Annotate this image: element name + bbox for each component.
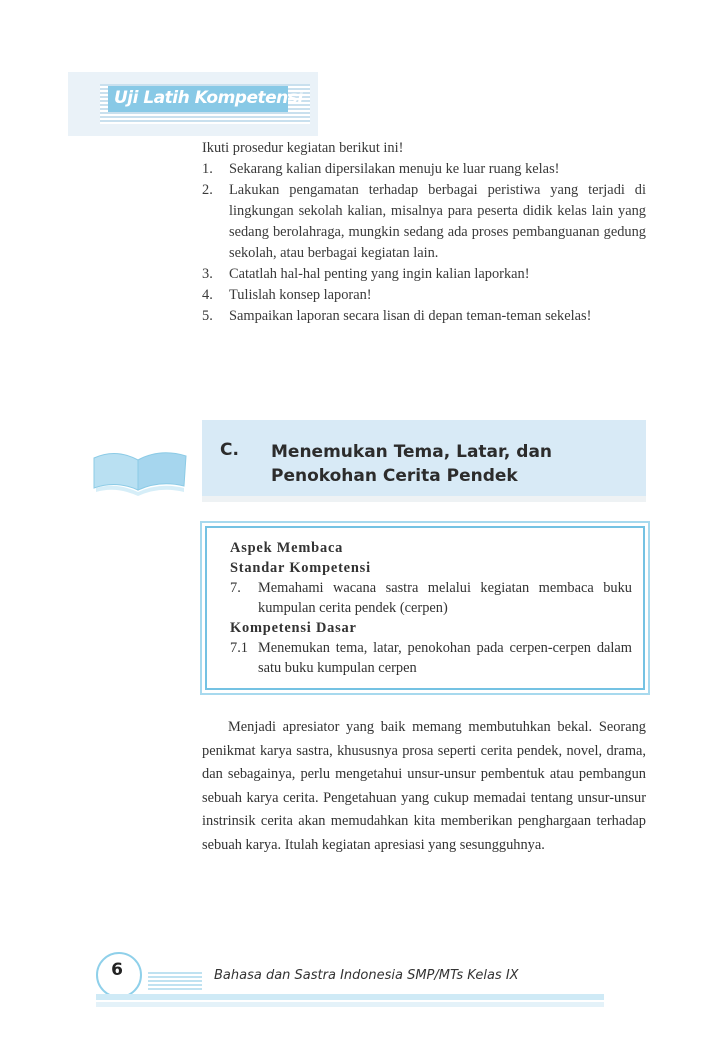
banner-title: Uji Latih Kompetensi	[114, 88, 303, 108]
list-item: 4. Tulislah konsep laporan!	[202, 287, 372, 303]
list-item: 3. Catatlah hal-hal penting yang ingin kalian laporkan!	[202, 266, 530, 282]
footer-bar	[96, 994, 604, 1000]
activity-intro: Ikuti prosedur kegiatan berikut ini!	[202, 140, 404, 156]
open-book-icon	[90, 440, 190, 500]
basic-label: Kompetensi Dasar	[230, 620, 357, 636]
footer-book-title: Bahasa dan Sastra Indonesia SMP/MTs Kelas IX	[214, 968, 519, 983]
list-item: 2. Lakukan pengamatan terhadap berbagai peristiwa yang terjadi di lingkungan sekolah kalian, misalnya para peserta didik kelas lain yang sedang berolahraga, mungkin sedang ada proses pembanguanan gedung sekolah, atau berbagai kegiatan lain.	[202, 182, 646, 261]
section-letter: C.	[220, 440, 239, 460]
footer-stripes	[148, 972, 202, 992]
standard-label: Standar Kompetensi	[230, 560, 371, 576]
aspect-label: Aspek Membaca	[230, 540, 344, 556]
list-item: 1. Sekarang kalian dipersilakan menuju ke luar ruang kelas!	[202, 161, 560, 177]
section-title: Menemukan Tema, Latar, dan Penokohan Cerita Pendek	[271, 442, 553, 486]
footer-bar-secondary	[96, 1002, 604, 1007]
list-item: 5. Sampaikan laporan secara lisan di depan teman-teman sekelas!	[202, 308, 592, 324]
page-number: 6	[111, 960, 123, 980]
basic-item: 7.1 Menemukan tema, latar, penokohan pada cerpen-cerpen dalam satu buku kumpulan cerpen	[230, 640, 632, 676]
section-divider	[202, 496, 646, 502]
body-paragraph: Menjadi apresiator yang baik memang membutuhkan bekal. Seorang penikmat karya sastra, khususnya prosa seperti cerita pendek, novel, drama, dan sebagainya, perlu mengetahui unsur-unsur pembentuk atau pembangun sebuah karya cerita. Pengetahuan yang cukup memadai tentang unsur-unsur instrinsik cerita akan memudahkan kita memberikan penghargaan terhadap sebuah karya. Itulah kegiatan apresiasi yang sesungguhnya.	[202, 719, 646, 853]
competence-content	[230, 538, 632, 678]
activity-steps	[202, 159, 646, 327]
standard-item: 7. Memahami wacana sastra melalui kegiatan membaca buku kumpulan cerita pendek (cerpen)	[230, 580, 632, 616]
